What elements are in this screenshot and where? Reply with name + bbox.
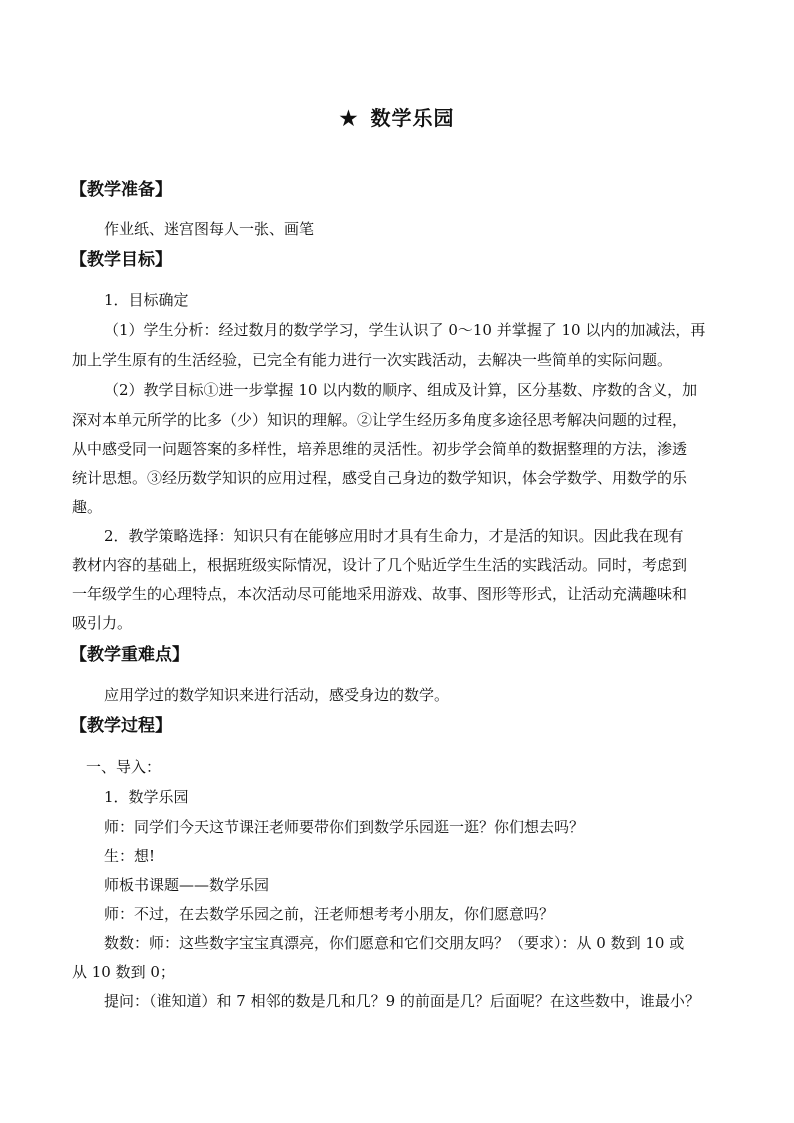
goals-line: 1．目标确定 (104, 291, 189, 309)
process-line: 从 10 数到 0； (72, 963, 175, 981)
goals-line: 2．教学策略选择：知识只有在能够应用时才具有生命力，才是活的知识。因此我在现有 (104, 527, 684, 545)
process-line: 生：想! (104, 847, 156, 865)
prep-content: 作业纸、迷宫图每人一张、画笔 (104, 220, 315, 238)
heading-teaching-prep: 【教学准备】 (70, 180, 172, 200)
heading-teaching-process: 【教学过程】 (70, 716, 172, 736)
goals-line: 从中感受同一问题答案的多样性，培养思维的灵活性。初步学会简单的数据整理的方法，渗透 (72, 440, 688, 458)
process-line: 数数：师：这些数字宝宝真漂亮，你们愿意和它们交朋友吗？（要求）：从 0 数到 10 或 (104, 934, 685, 952)
goals-line: 加上学生原有的生活经验，已完全有能力进行一次实践活动，去解决一些简单的实际问题。 (72, 351, 673, 369)
goals-line: 统计思想。③经历数学知识的应用过程，感受自己身边的数学知识，体会学数学、用数学的乐 (72, 469, 688, 487)
process-line: 1．数学乐园 (104, 788, 189, 806)
process-line: 师板书课题——数学乐园 (104, 876, 270, 894)
title-text: 数学乐园 (370, 106, 455, 130)
goals-line: （1）学生分析：经过数月的数学学习，学生认识了 0～10 并掌握了 10 以内的加减法，再 (104, 321, 706, 339)
goals-line: （2）教学目标①进一步掌握 10 以内数的顺序、组成及计算，区分基数、序数的含义，加 (104, 381, 698, 399)
process-line: 师：不过，在去数学乐园之前，汪老师想考考小朋友，你们愿意吗？ (104, 905, 555, 923)
heading-teaching-goals: 【教学目标】 (70, 250, 172, 270)
goals-line: 吸引力。 (72, 614, 133, 632)
goals-line: 教材内容的基础上，根据班级实际情况，设计了几个贴近学生生活的实践活动。同时，考虑到 (72, 556, 688, 574)
goals-line: 深对本单元所学的比多（少）知识的理解。②让学生经历多角度多途径思考解决问题的过程， (72, 411, 688, 429)
goals-line: 一年级学生的心理特点，本次活动尽可能地采用游戏、故事、图形等形式，让活动充满趣味和 (72, 585, 688, 603)
star-icon: ★ (339, 106, 359, 130)
heading-key-points: 【教学重难点】 (70, 645, 189, 665)
process-line: 提问：（谁知道）和 7 相邻的数是几和几？9 的前面是几？后面呢？在这些数中，谁最小？ (104, 992, 700, 1010)
process-line: 一、导入： (86, 758, 162, 776)
goals-line: 趣。 (72, 498, 103, 516)
key-points-content: 应用学过的数学知识来进行活动，感受身边的数学。 (104, 686, 450, 704)
page-title (0, 104, 794, 132)
process-line: 师：同学们今天这节课汪老师要带你们到数学乐园逛一逛？你们想去吗？ (104, 818, 585, 836)
